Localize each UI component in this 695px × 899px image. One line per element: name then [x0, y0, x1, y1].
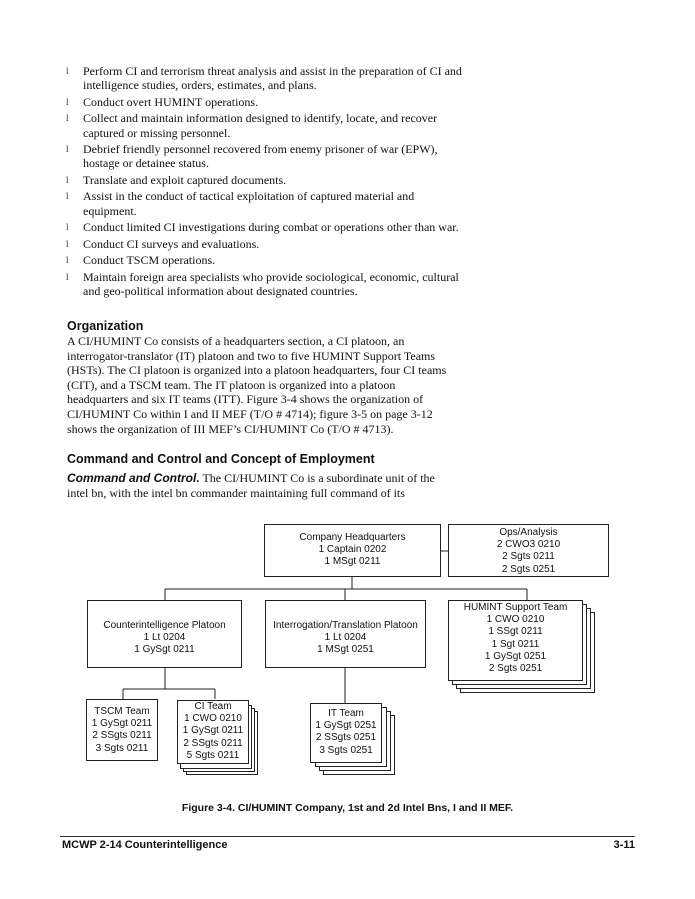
company-hq-title: Company Headquarters — [299, 532, 406, 543]
ci-team-title: CI Team — [194, 701, 232, 712]
command-heading: Command and Control and Concept of Employment — [67, 452, 375, 466]
bullet-mark: l — [66, 113, 69, 124]
footer-publication-title: MCWP 2-14 Counterintelligence — [62, 839, 228, 851]
ops-analysis-box — [448, 524, 609, 577]
company-hq-line: 1 MSgt 0211 — [324, 556, 381, 568]
tscm-team-box — [86, 699, 158, 761]
figure-caption: Figure 3-4. CI/HUMINT Company, 1st and 2d Intel Bns, I and II MEF. — [181, 802, 514, 814]
bullet-mark: l — [66, 255, 69, 266]
bullet-mark: l — [66, 174, 69, 185]
it-platoon-line: 1 Lt 0204 — [324, 632, 367, 644]
footer-rule — [60, 836, 635, 837]
ops-analysis-line: 2 CWO3 0210 — [496, 539, 561, 551]
bullet-mark: l — [66, 271, 69, 282]
bullet-text: Maintain foreign area specialists who provide sociological, economic, cultural and geo-political information about designated countries. — [83, 269, 459, 298]
humint-title: HUMINT Support Team — [463, 602, 568, 613]
humint-line: 1 SSgt 0211 — [488, 626, 543, 638]
bullet-mark: l — [66, 144, 69, 155]
humint-line: 1 GySgt 0251 — [484, 650, 547, 662]
humint-line: 2 Sgts 0251 — [488, 663, 543, 675]
footer-page-number: 3-11 — [613, 839, 635, 851]
command-lead: Command and Control. — [67, 471, 200, 485]
bullet-text: Conduct CI surveys and evaluations. — [83, 236, 260, 251]
ci-platoon-line: 1 Lt 0204 — [143, 632, 186, 644]
it-team-line: 3 Sgts 0251 — [319, 744, 373, 756]
organization-paragraph: A CI/HUMINT Co consists of a headquarters section, a CI platoon, an interrogator-translator (IT) platoon and two to five HUMINT Support Teams (HSTs). The CI platoon is organized into a platoon headquarters, four CI teams (CIT), and a TSCM team. The IT platoon is organized into a platoon headquarters and six IT teams (ITT). Figure 3-4 shows the organization of CI/HUMINT Co within I and II MEF (T/O # 4714); figure 3-5 on page 3-12 shows the organization of III MEF’s CI/HUMINT Co (T/O # 4713). — [67, 334, 447, 436]
ops-analysis-title: Ops/Analysis — [499, 527, 558, 538]
it-platoon-box — [265, 600, 426, 668]
ci-platoon-title: Counterintelligence Platoon — [103, 620, 226, 631]
bullet-mark: l — [66, 238, 69, 249]
it-platoon-line: 1 MSgt 0251 — [317, 644, 374, 656]
ci-team-line: 1 GySgt 0211 — [182, 725, 244, 737]
tscm-title: TSCM Team — [94, 706, 150, 717]
company-hq-line: 1 Captain 0202 — [318, 544, 387, 556]
humint-line: 1 Sgt 0211 — [491, 638, 540, 650]
ci-team-box — [177, 700, 249, 764]
ci-team-line: 5 Sgts 0211 — [186, 749, 240, 761]
it-team-title: IT Team — [328, 708, 364, 719]
bullet-mark: l — [66, 96, 69, 107]
bullet-text: Conduct TSCM operations. — [83, 253, 216, 268]
bullet-mark: l — [66, 191, 69, 202]
bullet-text: Conduct overt HUMINT operations. — [83, 94, 259, 109]
bullet-mark: l — [66, 66, 69, 76]
ci-team-line: 1 CWO 0210 — [184, 713, 242, 725]
it-platoon-title: Interrogation/Translation Platoon — [273, 620, 418, 631]
humint-support-team-box — [448, 600, 583, 681]
it-team-line: 1 GySgt 0251 — [315, 720, 377, 732]
it-team-box — [310, 703, 382, 763]
bullet-text: Conduct limited CI investigations during combat or operations other than war. — [83, 220, 459, 235]
bullet-text: Collect and maintain information designed to identify, locate, and recover captured or missing personnel. — [83, 111, 438, 140]
ops-analysis-line: 2 Sgts 0251 — [501, 563, 556, 575]
bullet-text: Assist in the conduct of tactical exploitation of captured material and equipment. — [83, 189, 415, 218]
it-team-line: 2 SSgts 0251 — [315, 732, 377, 744]
tscm-line: 3 Sgts 0211 — [95, 742, 149, 754]
company-headquarters-box — [264, 524, 441, 577]
bullet-text: Translate and exploit captured documents. — [83, 172, 287, 187]
ci-team-line: 2 SSgts 0211 — [183, 737, 243, 749]
ops-analysis-line: 2 Sgts 0211 — [502, 551, 555, 563]
bullet-text: Perform CI and terrorism threat analysis and assist in the preparation of CI and intelligence studies, orders, estimates, and plans. — [83, 64, 462, 93]
bullet-mark: l — [66, 222, 69, 233]
tscm-line: 1 GySgt 0211 — [91, 718, 153, 730]
ci-platoon-box — [87, 600, 242, 668]
humint-line: 1 CWO 0210 — [486, 614, 545, 626]
tscm-line: 2 SSgts 0211 — [92, 730, 152, 742]
organization-heading: Organization — [67, 319, 144, 333]
command-text: The CI/HUMINT Co is a subordinate unit of the intel bn, with the intel bn commander maintaining full command of its — [67, 471, 435, 500]
bullet-text: Debrief friendly personnel recovered from enemy prisoner of war (EPW), hostage or detainee status. — [83, 142, 438, 171]
ci-platoon-line: 1 GySgt 0211 — [134, 644, 195, 656]
